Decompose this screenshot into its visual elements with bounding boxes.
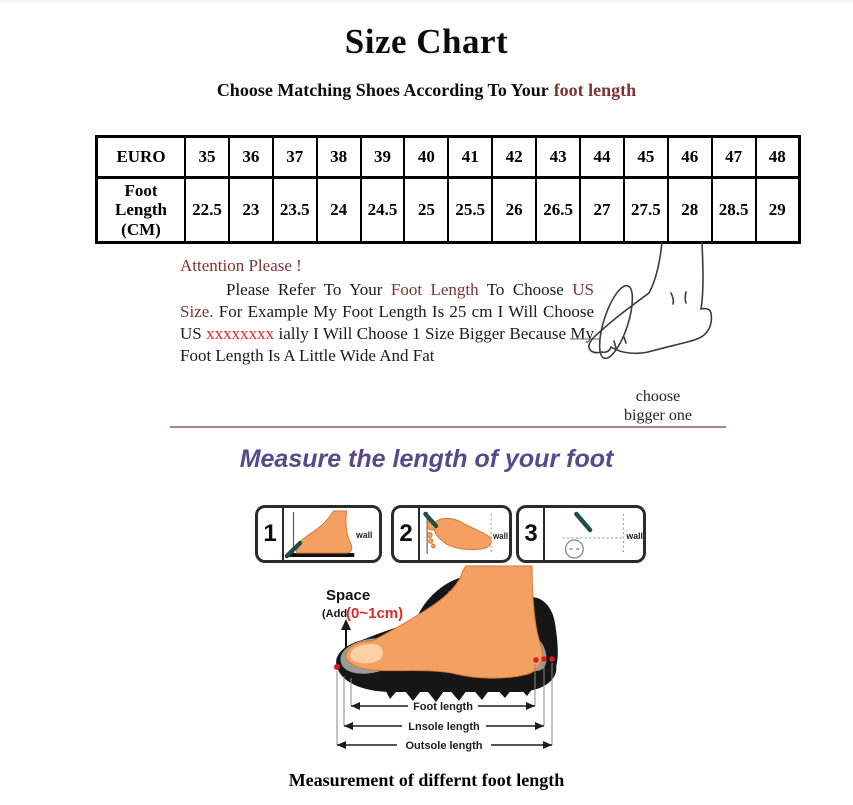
euro-row-header: EURO: [97, 137, 186, 178]
wall-label: wall: [492, 530, 509, 542]
dimension-insole-length: [344, 721, 544, 733]
sketch-caption-line1: choose: [635, 388, 681, 405]
foot-length-row-header: Foot Length (CM): [97, 178, 186, 243]
foot-length-cell: 23.5: [273, 178, 317, 243]
attention-heading: Attention Please !: [180, 256, 302, 275]
step2-footprint-against-wall-art: [420, 508, 509, 560]
attention-text-segment: Please Refer To Your: [226, 280, 391, 299]
foot-length-cell: 28: [668, 178, 712, 243]
attention-text-segment: For Example My Foot Length Is 25 cm I Will Choose US: [180, 302, 594, 343]
top-artifact-strip: [0, 0, 853, 6]
foot-length-label: Foot length: [413, 701, 473, 713]
attention-text-segment: US Size.: [180, 280, 594, 321]
space-label-line2-prefix: (Add: [322, 608, 348, 620]
measuring-tape-icon: [566, 540, 584, 558]
wall-label: wall: [356, 529, 373, 541]
foot-length-cell: 23: [229, 178, 273, 243]
euro-size-cell: 45: [624, 137, 668, 178]
measure-step-panel-3: [516, 505, 646, 563]
foot-length-cell: 29: [756, 178, 800, 243]
attention-text-segment: To Choose: [478, 280, 573, 299]
ground-bar: [288, 553, 355, 557]
sketch-caption-line2: bigger one: [624, 407, 692, 424]
foot-length-cell: 22.5: [185, 178, 229, 243]
dimension-outsole-length: [337, 740, 552, 752]
space-label-line1: Space: [326, 587, 371, 604]
euro-size-cell: 36: [229, 137, 273, 178]
euro-size-cell: 46: [668, 137, 712, 178]
step2-art: [420, 508, 509, 560]
measure-step-panel-1: [255, 505, 382, 563]
size-conversion-table: [95, 135, 801, 244]
space-label-line2-value: (0~1cm): [346, 605, 404, 622]
foot-length-row: [97, 178, 800, 243]
euro-row: [97, 137, 800, 178]
euro-size-cell: 35: [185, 137, 229, 178]
step1-foot-against-wall-art: [284, 508, 379, 560]
foot-length-cell: 26.5: [536, 178, 580, 243]
page-title: Size Chart: [344, 22, 509, 61]
step-number: 1: [258, 508, 284, 560]
subtitle: [0, 80, 853, 101]
foot-length-cell: 25.5: [448, 178, 492, 243]
euro-size-cell: 48: [756, 137, 800, 178]
foot-length-cell: 27: [580, 178, 624, 243]
wall-label: wall: [626, 530, 643, 542]
subtitle-highlight: foot length: [553, 80, 637, 100]
dimension-foot-length: [351, 701, 535, 713]
euro-size-cell: 39: [361, 137, 405, 178]
euro-size-cell: 37: [273, 137, 317, 178]
foot-length-cell: 26: [492, 178, 536, 243]
foot-length-cell: 24.5: [361, 178, 405, 243]
foot-length-cell: 28.5: [712, 178, 756, 243]
attention-text-segment: Foot Length: [390, 280, 479, 299]
foot-length-measurement-diagram: [280, 560, 620, 770]
attention-text-segment: xxxxxxxx: [206, 324, 275, 343]
step3-art: [545, 508, 643, 560]
step1-art: [284, 508, 379, 560]
euro-size-cell: 40: [404, 137, 448, 178]
foot-length-cell: 24: [317, 178, 361, 243]
foot-length-cell: 25: [404, 178, 448, 243]
step-number: 2: [394, 508, 420, 560]
insole-length-label: Lnsole length: [408, 721, 480, 733]
sketch-caption: [598, 387, 718, 425]
euro-size-cell: 42: [492, 137, 536, 178]
step3-measure-distance-art: [545, 508, 643, 560]
euro-size-cell: 38: [317, 137, 361, 178]
measure-section-heading: Measure the length of your foot: [239, 445, 614, 473]
footprint-shape: [434, 518, 492, 549]
foot-side-shape: [296, 511, 351, 553]
pencil-icon: [576, 514, 590, 530]
section-divider: [170, 426, 726, 428]
outsole-length-label: Outsole length: [405, 740, 483, 752]
euro-size-cell: 44: [580, 137, 624, 178]
euro-size-cell: 43: [536, 137, 580, 178]
attention-paragraph: [180, 279, 594, 367]
attention-block: [180, 256, 594, 367]
measure-step-panel-2: [391, 505, 512, 563]
euro-size-cell: 41: [448, 137, 492, 178]
foot-length-cell: 27.5: [624, 178, 668, 243]
euro-size-cell: 47: [712, 137, 756, 178]
attention-text-segment: ially I Will Choose 1 Size Bigger Because My Foot Length Is A Little Wide And Fat: [180, 324, 594, 365]
foot-sketch-illustration: [570, 240, 725, 375]
bottom-caption: Measurement of differnt foot length: [288, 770, 565, 790]
step-number: 3: [519, 508, 545, 560]
subtitle-text: Choose Matching Shoes According To Your: [216, 80, 549, 100]
measure-girth-ellipse: [593, 282, 639, 362]
